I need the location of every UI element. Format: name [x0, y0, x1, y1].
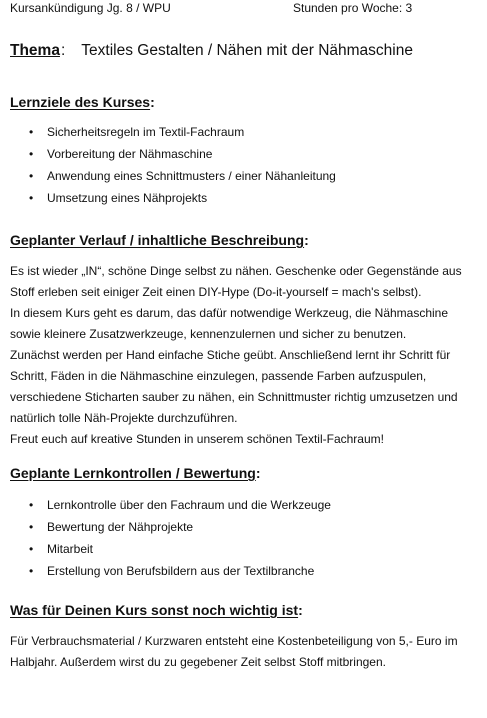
- topic-label: Thema: [10, 42, 60, 59]
- paragraph-line: In diesem Kurs geht es darum, das dafür notwendige Werkzeug, die Nähmaschine: [10, 306, 449, 320]
- goals-heading-colon: :: [150, 94, 155, 110]
- paragraph-line: Zunächst werden per Hand einfache Stiche geübt. Anschließend lernt ihr Schritt für: [10, 348, 451, 362]
- goal-item: Sicherheitsregeln im Textil-Fachraum: [47, 125, 245, 139]
- bullet-icon: •: [29, 564, 34, 578]
- paragraph-line: Stoff erleben seit einiger Zeit einen DIY-Hype (Do-it-yourself = mach's selbst).: [10, 285, 422, 299]
- course-heading-text: Geplanter Verlauf / inhaltliche Beschreibung: [10, 232, 305, 248]
- goals-heading: [10, 94, 155, 110]
- paragraph-line: natürlich tolle Näh-Projekte durchzuführen.: [10, 411, 238, 425]
- goal-item: Vorbereitung der Nähmaschine: [47, 147, 213, 161]
- paragraph-line: sowie kleinere Zusatzwerkzeuge, kennenzulernen und sicher zu benutzen.: [10, 327, 407, 341]
- assessment-heading-colon: :: [255, 465, 261, 481]
- notes-heading: [10, 602, 303, 618]
- bullet-icon: •: [29, 125, 34, 139]
- paragraph-line: Halbjahr. Außerdem wirst du zu gegebener Zeit selbst Stoff mitbringen.: [10, 655, 386, 669]
- paragraph-line: Schritt, Fäden in die Nähmaschine einzulegen, passende Farben aufzuspulen,: [10, 369, 427, 383]
- goal-item: Umsetzung eines Nähprojekts: [47, 191, 208, 205]
- notes-text: [10, 634, 458, 676]
- bullet-icon: •: [29, 542, 34, 556]
- notes-heading-colon: :: [298, 602, 303, 618]
- bullet-icon: •: [29, 147, 34, 161]
- bullet-icon: •: [29, 520, 34, 534]
- hours-per-week: Stunden pro Woche: 3: [293, 1, 413, 15]
- assessment-heading: [10, 465, 260, 481]
- assessment-item: Mitarbeit: [47, 542, 94, 556]
- paragraph-line: Freut euch auf kreative Stunden in unserem schönen Textil-Fachraum!: [10, 432, 384, 446]
- goal-item: Anwendung eines Schnittmusters / einer Nähanleitung: [47, 169, 336, 183]
- course-announcement-label: Kursankündigung Jg. 8 / WPU: [10, 1, 171, 15]
- notes-heading-text: Was für Deinen Kurs sonst noch wichtig ist: [10, 602, 299, 618]
- paragraph-line: Für Verbrauchsmaterial / Kurzwaren entsteht eine Kostenbeteiligung von 5,- Euro im: [10, 634, 458, 648]
- course-heading: [10, 232, 309, 248]
- bullet-icon: •: [29, 169, 34, 183]
- bullet-icon: •: [29, 498, 34, 512]
- topic-colon: :: [60, 42, 66, 59]
- topic-title: Textiles Gestalten / Nähen mit der Nähmaschine: [81, 42, 413, 59]
- goals-heading-text: Lernziele des Kurses: [10, 94, 151, 110]
- paragraph-line: verschiedene Sticharten sauber zu nähen, ein Schnittmuster richtig umzusetzen und: [10, 390, 458, 404]
- bullet-icon: •: [29, 191, 34, 205]
- assessment-item: Lernkontrolle über den Fachraum und die Werkzeuge: [47, 498, 331, 512]
- paragraph-line: Es ist wieder „IN“, schöne Dinge selbst zu nähen. Geschenke oder Gegenstände aus: [10, 264, 462, 278]
- course-description: [10, 264, 462, 453]
- assessment-heading-text: Geplante Lernkontrollen / Bewertung: [10, 465, 256, 481]
- course-heading-colon: :: [304, 232, 309, 248]
- topic-row: [10, 42, 413, 60]
- assessment-item: Bewertung der Nähprojekte: [47, 520, 194, 534]
- assessment-item: Erstellung von Berufsbildern aus der Textilbranche: [47, 564, 315, 578]
